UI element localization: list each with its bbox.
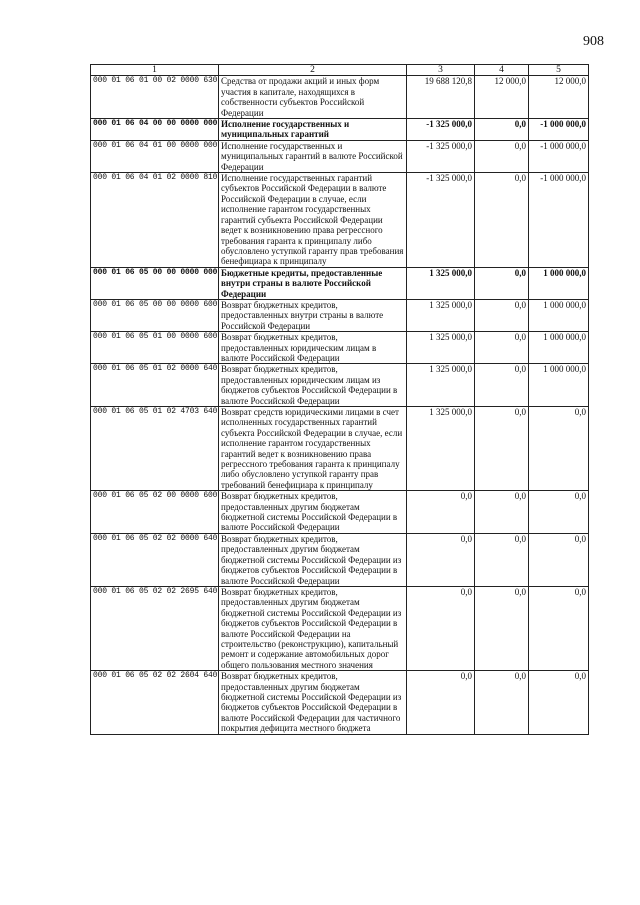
table-row [91,671,589,734]
item-name-cell: Возврат бюджетных кредитов, предоставленных другим бюджетам бюджетной системы Российской Федерации в валюте Российской Федерации [219,491,407,534]
amount-col5-cell: 1 000 000,0 [529,299,589,331]
amount-col5-cell: 0,0 [529,671,589,734]
amount-col3-cell: -1 325 000,0 [407,173,475,268]
table-row [91,299,589,331]
item-name-cell: Возврат бюджетных кредитов, предоставленных юридическим лицам из бюджетов субъектов Российской Федерации в валюте Российской Федерации [219,364,407,407]
budget-code-cell: 000 01 06 05 02 02 0000 640 [91,533,219,586]
table-row [91,173,589,268]
column-header-1: 1 [91,65,219,76]
item-name-cell: Бюджетные кредиты, предоставленные внутри страны в валюте Российской Федерации [219,267,407,299]
budget-code-cell: 000 01 06 05 00 00 0000 600 [91,299,219,331]
table-row [91,332,589,364]
page-number: 908 [583,34,604,49]
budget-code-cell: 000 01 06 05 01 00 0000 600 [91,332,219,364]
amount-col4-cell: 0,0 [475,267,529,299]
amount-col3-cell: 1 325 000,0 [407,267,475,299]
table-row [91,76,589,119]
amount-col4-cell: 0,0 [475,586,529,670]
table-row [91,407,589,491]
amount-col3-cell: 0,0 [407,533,475,586]
item-name-cell: Исполнение государственных и муниципальных гарантий [219,119,407,141]
column-header-3: 3 [407,65,475,76]
table-row [91,267,589,299]
amount-col3-cell: 0,0 [407,586,475,670]
budget-code-cell: 000 01 06 04 01 00 0000 000 [91,140,219,172]
amount-col5-cell: -1 000 000,0 [529,119,589,141]
table-body [91,76,589,734]
amount-col4-cell: 0,0 [475,407,529,491]
amount-col5-cell: 0,0 [529,491,589,534]
item-name-cell: Возврат средств юридическими лицами в счет исполненных государственных гарантий субъекта Российской Федерации в случае, если исполнение гарантом государственных гарантий ведет к возникновению права регрессного требования гаранта к принципалу либо обусловлено уступкой гаранту прав требований бенефициара к принципалу [219,407,407,491]
item-name-cell: Возврат бюджетных кредитов, предоставленных юридическим лицам в валюте Российской Федерации [219,332,407,364]
budget-code-cell: 000 01 06 01 00 02 0000 630 [91,76,219,119]
amount-col5-cell: 0,0 [529,586,589,670]
amount-col3-cell: -1 325 000,0 [407,119,475,141]
table-row [91,119,589,141]
amount-col4-cell: 12 000,0 [475,76,529,119]
amount-col4-cell: 0,0 [475,332,529,364]
item-name-cell: Средства от продажи акций и иных форм участия в капитале, находящихся в собственности субъектов Российской Федерации [219,76,407,119]
item-name-cell: Возврат бюджетных кредитов, предоставленных другим бюджетам бюджетной системы Российской Федерации из бюджетов субъектов Российской Федерации в валюте Российской Федерации [219,533,407,586]
amount-col4-cell: 0,0 [475,671,529,734]
amount-col3-cell: -1 325 000,0 [407,140,475,172]
item-name-cell: Возврат бюджетных кредитов, предоставленных другим бюджетам бюджетной системы Российской Федерации из бюджетов субъектов Российской Федерации в валюте Российской Федерации на строительство (реконструкцию), капитальный ремонт и содержание автомобильных дорог общего пользования местного значения [219,586,407,670]
item-name-cell: Возврат бюджетных кредитов, предоставленных внутри страны в валюте Российской Федерации [219,299,407,331]
amount-col4-cell: 0,0 [475,533,529,586]
amount-col5-cell: 0,0 [529,407,589,491]
budget-code-cell: 000 01 06 05 00 00 0000 000 [91,267,219,299]
item-name-cell: Возврат бюджетных кредитов, предоставленных другим бюджетам бюджетной системы Российской Федерации из бюджетов субъектов Российской Федерации в валюте Российской Федерации для частичного покрытия дефицита местного бюджета [219,671,407,734]
budget-code-cell: 000 01 06 05 02 02 2604 640 [91,671,219,734]
table-row [91,140,589,172]
budget-code-cell: 000 01 06 05 02 02 2695 640 [91,586,219,670]
budget-code-cell: 000 01 06 05 02 00 0000 600 [91,491,219,534]
table-row [91,533,589,586]
amount-col3-cell: 0,0 [407,491,475,534]
amount-col4-cell: 0,0 [475,299,529,331]
amount-col5-cell: 1 000 000,0 [529,267,589,299]
amount-col5-cell: 1 000 000,0 [529,332,589,364]
budget-code-cell: 000 01 06 04 01 02 0000 810 [91,173,219,268]
amount-col3-cell: 19 688 120,8 [407,76,475,119]
amount-col3-cell: 0,0 [407,671,475,734]
amount-col4-cell: 0,0 [475,119,529,141]
budget-code-cell: 000 01 06 04 00 00 0000 000 [91,119,219,141]
amount-col5-cell: 0,0 [529,533,589,586]
budget-code-cell: 000 01 06 05 01 02 0000 640 [91,364,219,407]
amount-col4-cell: 0,0 [475,173,529,268]
column-header-4: 4 [475,65,529,76]
amount-col3-cell: 1 325 000,0 [407,407,475,491]
amount-col5-cell: -1 000 000,0 [529,173,589,268]
item-name-cell: Исполнение государственных гарантий субъектов Российской Федерации в валюте Российской Федерации в случае, если исполнение гарантом государственных гарантий субъекта Российской Федерации ведет к возникновению права регрессного требования гаранта к принципалу либо обусловлено уступкой гаранту прав требования бенефициара к принципалу [219,173,407,268]
table-header-row [91,65,589,76]
column-header-5: 5 [529,65,589,76]
amount-col5-cell: 1 000 000,0 [529,364,589,407]
amount-col5-cell: 12 000,0 [529,76,589,119]
table-row [91,491,589,534]
item-name-cell: Исполнение государственных и муниципальных гарантий в валюте Российской Федерации [219,140,407,172]
table-row [91,364,589,407]
amount-col5-cell: -1 000 000,0 [529,140,589,172]
amount-col4-cell: 0,0 [475,140,529,172]
amount-col3-cell: 1 325 000,0 [407,364,475,407]
amount-col4-cell: 0,0 [475,364,529,407]
amount-col3-cell: 1 325 000,0 [407,332,475,364]
budget-code-cell: 000 01 06 05 01 02 4703 640 [91,407,219,491]
budget-sources-table [90,64,589,735]
column-header-2: 2 [219,65,407,76]
table-row [91,586,589,670]
amount-col4-cell: 0,0 [475,491,529,534]
amount-col3-cell: 1 325 000,0 [407,299,475,331]
